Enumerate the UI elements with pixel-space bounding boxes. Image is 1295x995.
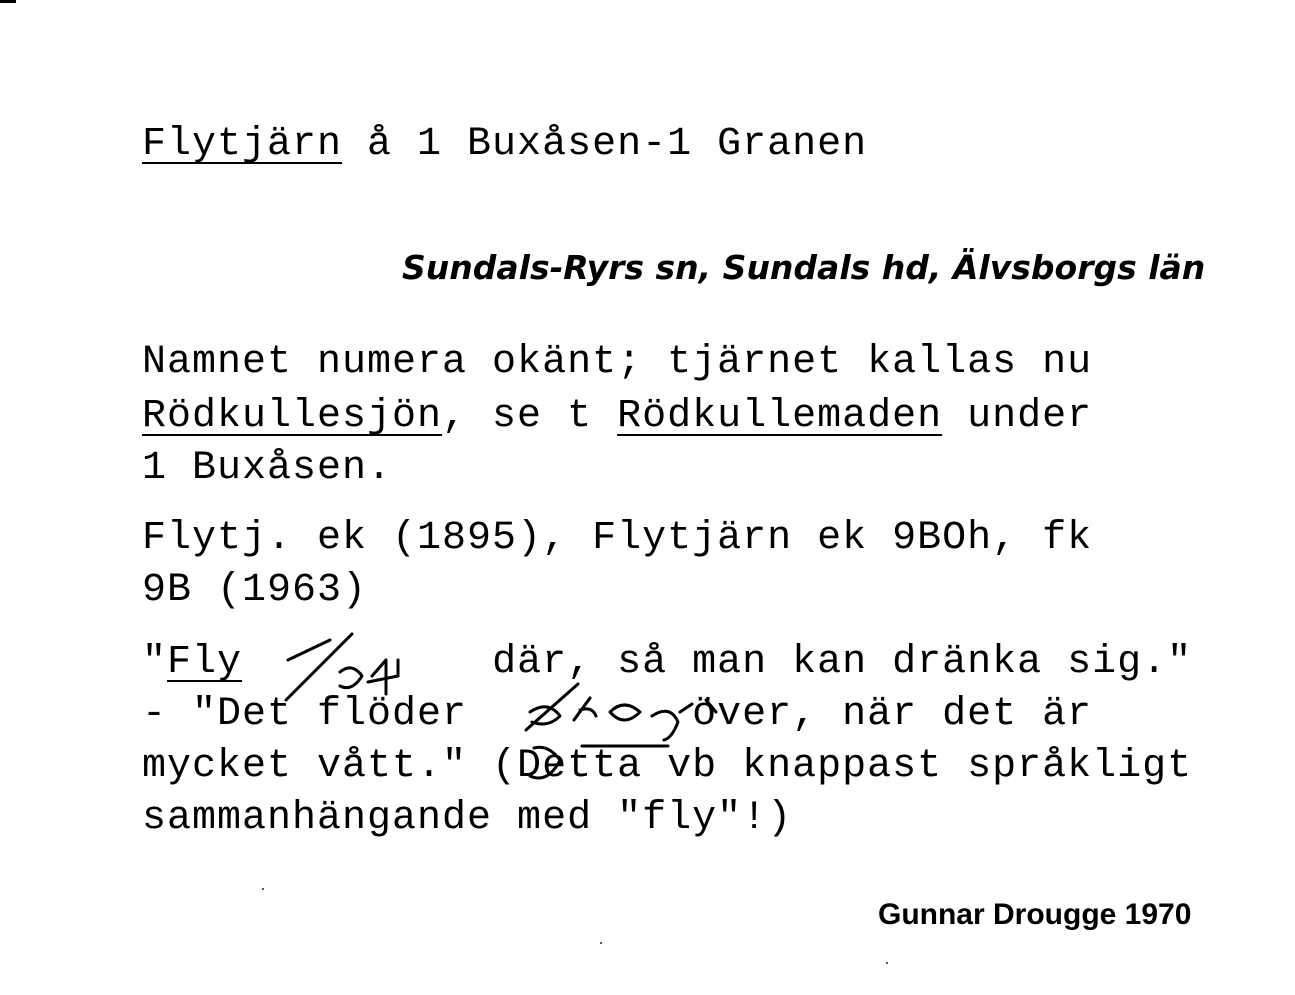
parish-line: Sundals-Ryrs sn, Sundals hd, Älvsborgs län: [402, 248, 1206, 287]
para2-line2: 9B (1963): [142, 568, 368, 613]
para1-line3: 1 Buxåsen.: [142, 446, 393, 491]
handwritten-flower-phonetic: [526, 684, 716, 740]
fly-word: Fly: [167, 640, 243, 685]
handwritten-det-correction: [530, 746, 668, 778]
quote-open: ": [142, 640, 168, 685]
place-location: å 1 Buxåsen-1 Granen: [342, 122, 868, 167]
place-name: Flytjärn: [142, 122, 343, 167]
speck: [262, 888, 264, 890]
para3-line2-a: - "Det flöder: [142, 692, 468, 737]
para2-line1: Flytj. ek (1895), Flytjärn ek 9BOh, fk: [142, 516, 1093, 561]
para1-end: under: [942, 394, 1093, 439]
speck: [886, 962, 888, 964]
para3-line4: sammanhängande med "fly"!): [142, 796, 793, 841]
handwritten-fly-phonetic: [286, 634, 398, 700]
alt-name-1: Rödkullesjön: [142, 394, 443, 439]
para3-line2-b: över, när det är: [467, 692, 1093, 737]
para1-line1: Namnet numera okänt; tjärnet kallas nu: [142, 340, 1093, 385]
speck: [600, 942, 602, 944]
para3-line3: mycket vått." (Detta vb knappast språkligt: [142, 744, 1193, 789]
signature: Gunnar Drougge 1970: [878, 898, 1192, 931]
para1-mid: , se t: [442, 394, 618, 439]
alt-name-2: Rödkullemaden: [617, 394, 943, 439]
para3-line1-rest: där, så man kan dränka sig.": [242, 640, 1193, 685]
